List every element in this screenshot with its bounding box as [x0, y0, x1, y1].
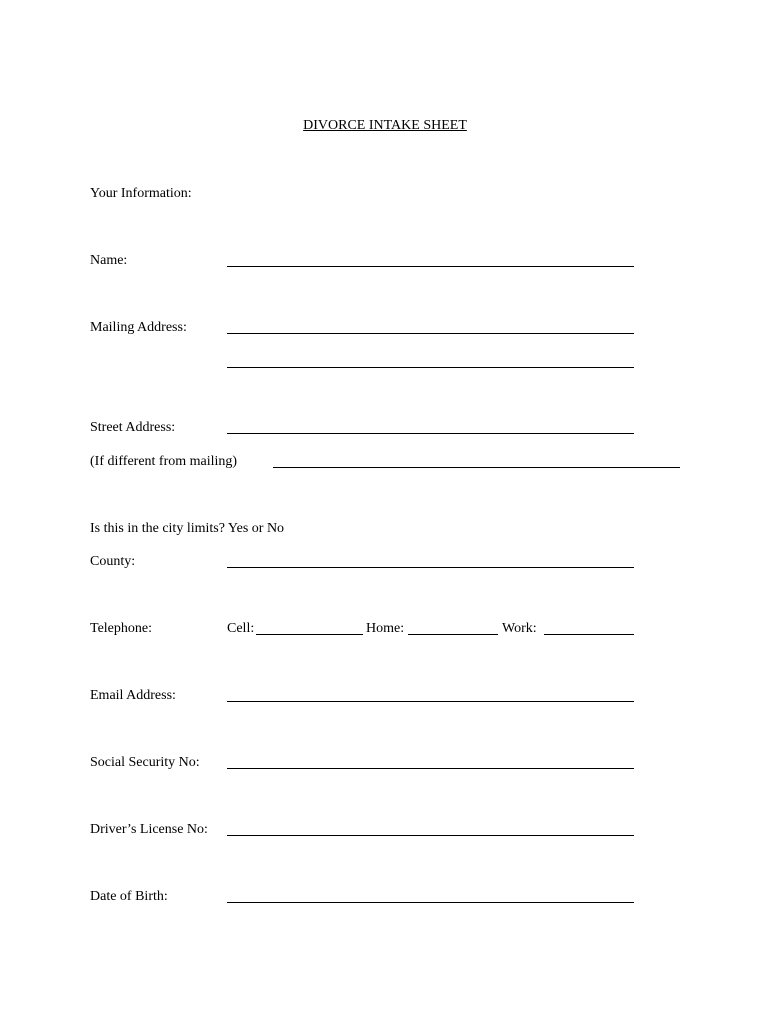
home-label: Home: [366, 621, 405, 636]
name-label: Name: [90, 253, 128, 268]
work-label: Work: [502, 621, 537, 636]
page-title: DIVORCE INTAKE SHEET [303, 118, 467, 133]
work-phone-field[interactable] [544, 634, 634, 635]
mailing-address-label: Mailing Address: [90, 320, 187, 335]
county-label: County: [90, 554, 136, 569]
telephone-label: Telephone: [90, 621, 152, 636]
section-heading: Your Information: [90, 186, 192, 201]
email-field[interactable] [227, 701, 634, 702]
city-limits-question: Is this in the city limits? Yes or No [90, 521, 285, 536]
mailing-address-field-1[interactable] [227, 333, 634, 334]
drivers-license-field[interactable] [227, 835, 634, 836]
dob-label: Date of Birth: [90, 889, 168, 904]
street-address-alt-field[interactable] [273, 467, 680, 468]
ssn-field[interactable] [227, 768, 634, 769]
home-phone-field[interactable] [408, 634, 498, 635]
email-label: Email Address: [90, 688, 176, 703]
street-address-note: (If different from mailing) [90, 454, 238, 469]
county-field[interactable] [227, 567, 634, 568]
ssn-label: Social Security No: [90, 755, 200, 770]
cell-label: Cell: [227, 621, 255, 636]
dob-field[interactable] [227, 902, 634, 903]
mailing-address-field-2[interactable] [227, 367, 634, 368]
drivers-license-label: Driver’s License No: [90, 822, 208, 837]
name-field[interactable] [227, 266, 634, 267]
street-address-label: Street Address: [90, 420, 176, 435]
cell-phone-field[interactable] [256, 634, 363, 635]
street-address-field[interactable] [227, 433, 634, 434]
